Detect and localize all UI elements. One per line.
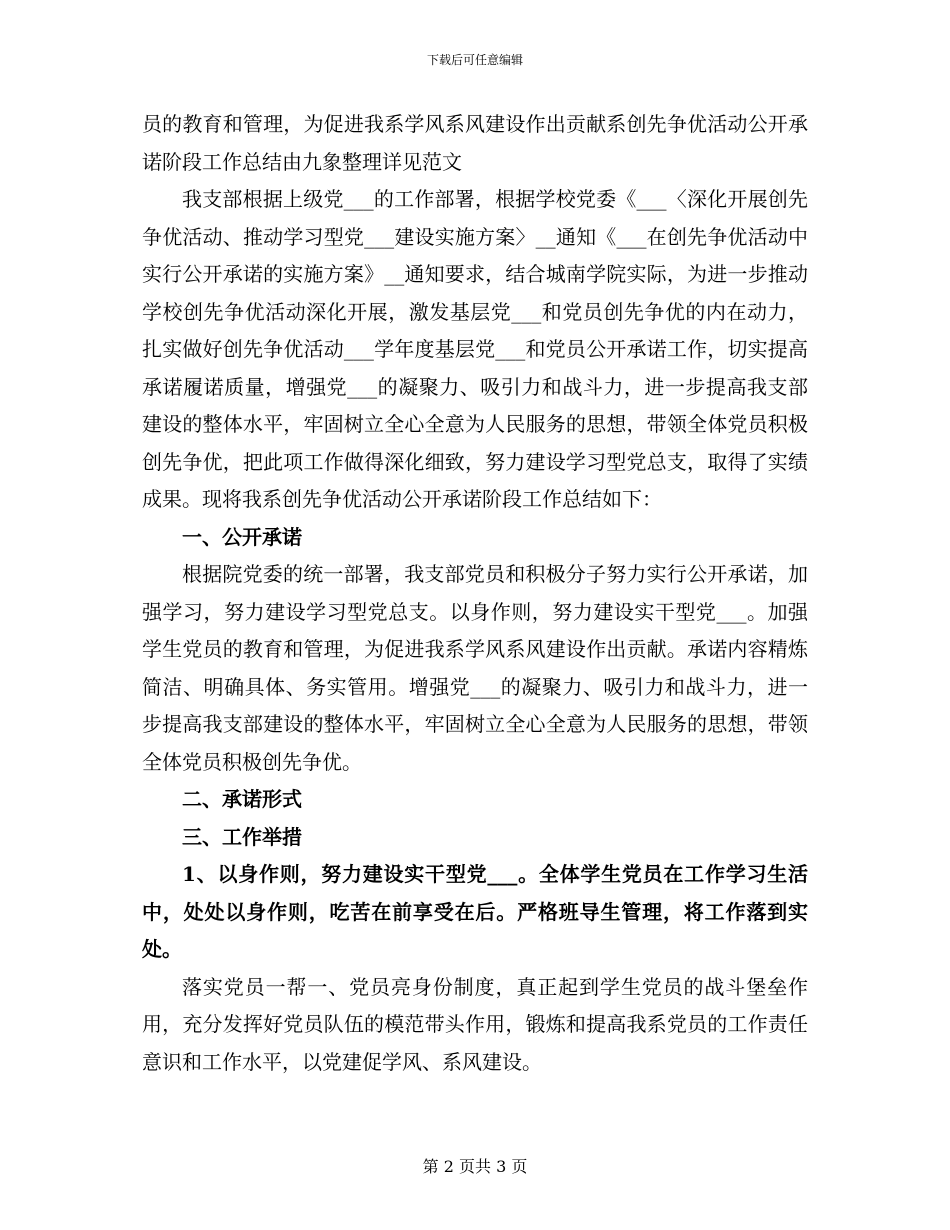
- paragraph-measure-1: 1、以身作则，努力建设实干型党___。全体学生党员在工作学习生活中，处处以身作则，吃苦在前享受在后。严格班导生管理，将工作落到实处。: [142, 862, 808, 961]
- paragraph-measure-detail: 落实党员一帮一、党员亮身份制度，真正起到学生党员的战斗堡垒作用，充分发挥好党员队伍的模范带头作用，锻炼和提高我系党员的工作责任意识和工作水平，以党建促学风、系风建设。: [142, 974, 808, 1074]
- page-header: 下载后可任意编辑: [426, 53, 523, 67]
- document-body: [142, 106, 808, 1081]
- paragraph-continuation: 员的教育和管理，为促进我系学风系风建设作出贡献系创先争优活动公开承诺阶段工作总结由九象整理详见范文: [142, 112, 808, 174]
- section-heading-public-commitment: 一、公开承诺: [182, 524, 302, 549]
- paragraph-public-commitment: 根据院党委的统一部署，我支部党员和积极分子努力实行公开承诺，加强学习，努力建设学习型党总支。以身作则，努力建设实干型党___。加强学生党员的教育和管理，为促进我系学风系风建设作出贡献。承诺内容精炼简洁、明确具体、务实管用。增强党___的凝聚力、吸引力和战斗力，进一步提高我支部建设的整体水平，牢固树立全心全意为人民服务的思想，带领全体党员积极创先争优。: [142, 562, 808, 774]
- section-heading-commitment-form: 二、承诺形式: [182, 787, 302, 811]
- paragraph-intro: 我支部根据上级党___的工作部署，根据学校党委《___〈深化开展创先争优活动、推动学习型党___建设实施方案〉__通知《___在创先争优活动中实行公开承诺的实施方案》__通知要求，结合城南学院实际，为进一步推动学校创先争优活动深化开展，激发基层党___和党员创先争优的内在动力，扎实做好创先争优活动___学年度基层党___和党员公开承诺工作，切实提高承诺履诺质量，增强党___的凝聚力、吸引力和战斗力，进一步提高我支部建设的整体水平，牢固树立全心全意为人民服务的思想，带领全体党员积极创先争优，把此项工作做得深化细致，努力建设学习型党总支，取得了实绩成果。现将我系创先争优活动公开承诺阶段工作总结如下：: [142, 187, 808, 511]
- section-heading-work-measures: 三、工作举措: [182, 824, 302, 849]
- page-footer: 第 2 页共 3 页: [422, 1157, 528, 1176]
